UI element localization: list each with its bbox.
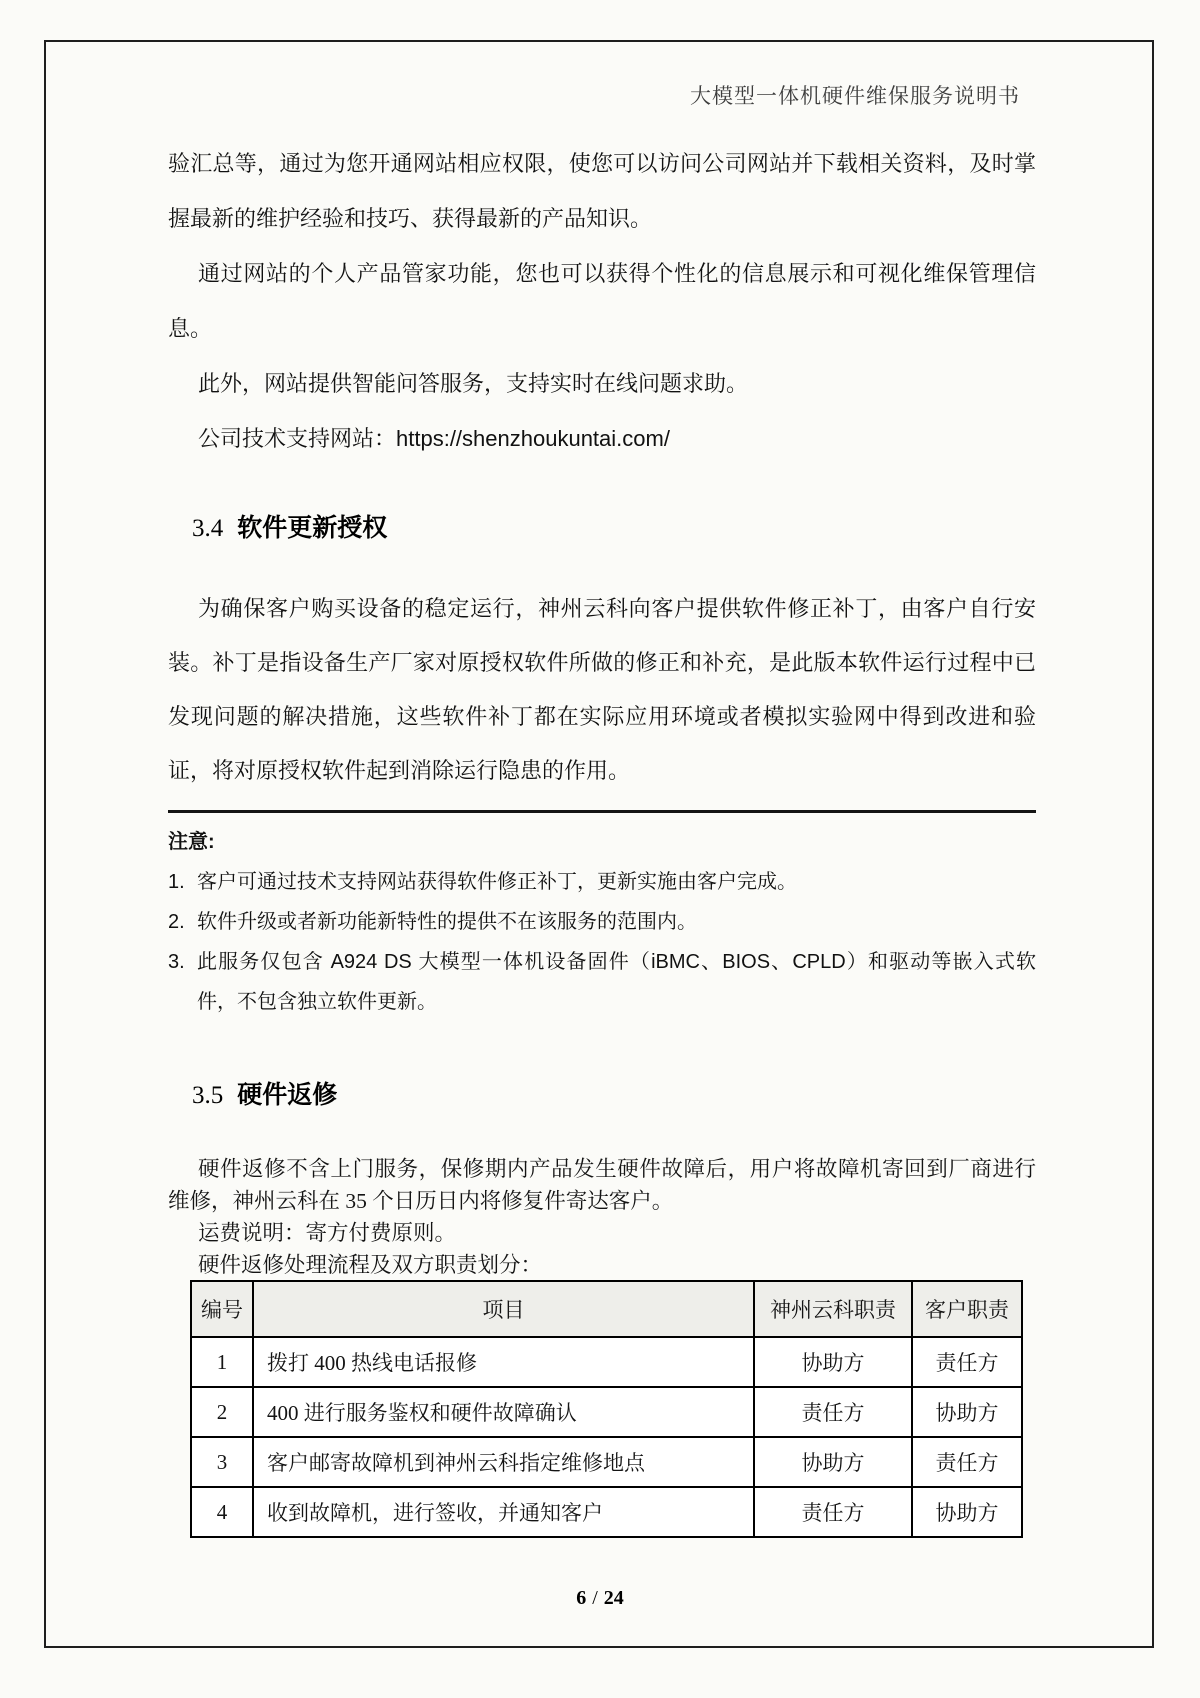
table-header-row	[191, 1281, 1022, 1337]
cell-item: 400 进行服务鉴权和硬件故障确认	[253, 1387, 754, 1437]
paragraph-product-manager: 通过网站的个人产品管家功能，您也可以获得个性化的信息展示和可视化维保管理信息。	[168, 261, 1036, 341]
notice-item-text: 此服务仅包含 A924 DS 大模型一体机设备固件（iBMC、BIOS、CPLD）和驱动等嵌入式软件，不包含独立软件更新。	[197, 951, 1036, 1013]
page-number-separator: /	[592, 1587, 598, 1609]
support-site-url[interactable]: https://shenzhoukuntai.com/	[396, 426, 670, 451]
paragraph-hardware-return: 硬件返修不含上门服务，保修期内产品发生硬件故障后，用户将故障机寄回到厂商进行维修，神州云科在 35 个日历日内将修复件寄达客户。	[168, 1157, 1036, 1213]
section-3-4-number: 3.4	[192, 515, 224, 542]
doc-header-title: 大模型一体机硬件维保服务说明书	[690, 84, 1020, 108]
section-3-4-title: 软件更新授权	[237, 514, 388, 542]
table-header-no: 编号	[191, 1281, 253, 1337]
section-3-4-body	[168, 582, 1036, 798]
intro-paragraphs	[168, 136, 1036, 466]
notice-divider	[168, 810, 1036, 813]
responsibility-table	[190, 1280, 1023, 1538]
cell-customer: 责任方	[912, 1437, 1022, 1487]
notice-item-text: 软件升级或者新功能新特性的提供不在该服务的范围内。	[197, 911, 697, 933]
cell-vendor: 协助方	[754, 1337, 912, 1387]
paragraph-support-site	[168, 411, 1036, 466]
cell-vendor: 协助方	[754, 1437, 912, 1487]
table-row	[191, 1487, 1022, 1537]
paragraph-software-patch: 为确保客户购买设备的稳定运行，神州云科向客户提供软件修正补丁，由客户自行安装。补丁是指设备生产厂家对原授权软件所做的修正和补充，是此版本软件运行过程中已发现问题的解决措施，这些软件补丁都在实际应用环境或者模拟实验网中得到改进和验证，将对原授权软件起到消除运行隐患的作用。	[168, 596, 1036, 783]
cell-vendor: 责任方	[754, 1487, 912, 1537]
support-site-label: 公司技术支持网站：	[198, 426, 397, 451]
table-row	[191, 1437, 1022, 1487]
cell-vendor: 责任方	[754, 1387, 912, 1437]
cell-no: 2	[191, 1387, 253, 1437]
paragraph-qa-service: 此外，网站提供智能问答服务，支持实时在线问题求助。	[198, 371, 749, 396]
table-row	[191, 1337, 1022, 1387]
notice-item-number: 1.	[168, 871, 185, 893]
cell-item: 客户邮寄故障机到神州云科指定维修地点	[253, 1437, 754, 1487]
page-number	[0, 1584, 1200, 1612]
notice-item-text: 客户可通过技术支持网站获得软件修正补丁，更新实施由客户完成。	[197, 871, 797, 893]
table-header-item: 项目	[253, 1281, 754, 1337]
notice-label: 注意:	[168, 831, 215, 853]
notice-block	[168, 822, 1036, 1022]
page-number-total: 24	[603, 1587, 624, 1609]
section-3-5-body	[168, 1153, 1036, 1281]
section-3-5-number: 3.5	[192, 1082, 224, 1109]
paragraph-continuation: 验汇总等，通过为您开通网站相应权限，使您可以访问公司网站并下载相关资料，及时掌握最新的维护经验和技巧、获得最新的产品知识。	[168, 151, 1036, 231]
cell-no: 3	[191, 1437, 253, 1487]
page-number-current: 6	[576, 1587, 587, 1609]
notice-item-number: 3.	[168, 951, 185, 973]
section-3-5-heading	[192, 1072, 1032, 1122]
cell-item: 收到故障机，进行签收，并通知客户	[253, 1487, 754, 1537]
notice-item	[168, 902, 1036, 942]
paragraph-table-intro: 硬件返修处理流程及双方职责划分：	[198, 1253, 543, 1277]
cell-customer: 协助方	[912, 1487, 1022, 1537]
notice-item	[168, 942, 1036, 1022]
cell-customer: 协助方	[912, 1387, 1022, 1437]
table-header-vendor: 神州云科职责	[754, 1281, 912, 1337]
notice-item	[168, 862, 1036, 902]
section-3-4-heading	[192, 505, 1032, 555]
table-header-customer: 客户职责	[912, 1281, 1022, 1337]
cell-customer: 责任方	[912, 1337, 1022, 1387]
cell-no: 4	[191, 1487, 253, 1537]
cell-item: 拨打 400 热线电话报修	[253, 1337, 754, 1387]
section-3-5-title: 硬件返修	[237, 1081, 338, 1109]
paragraph-shipping-note: 运费说明：寄方付费原则。	[198, 1221, 457, 1245]
notice-item-number: 2.	[168, 911, 185, 933]
cell-no: 1	[191, 1337, 253, 1387]
table-row	[191, 1387, 1022, 1437]
